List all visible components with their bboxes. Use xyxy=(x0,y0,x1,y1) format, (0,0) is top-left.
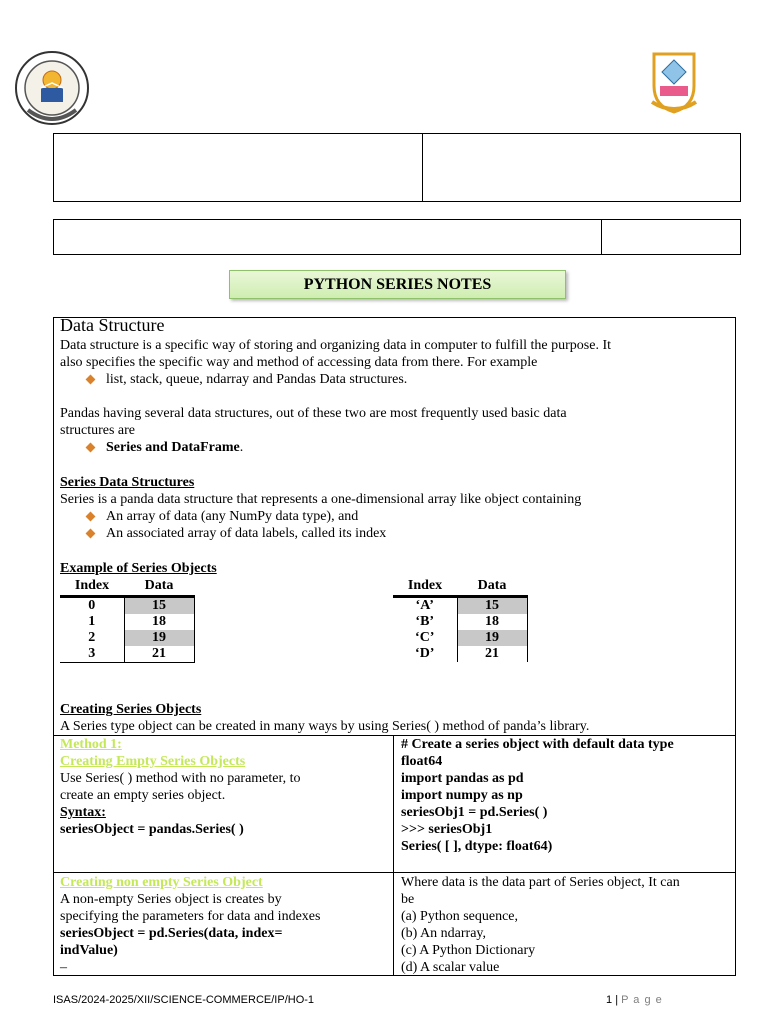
index-cell: 0 xyxy=(88,598,96,613)
index-cell: ‘A’ xyxy=(415,598,434,613)
series-example-table-numeric xyxy=(60,577,195,663)
bullet-text: list, stack, queue, ndarray and Pandas Data structures. xyxy=(106,372,408,387)
bullet-text-period: . xyxy=(239,440,244,455)
paragraph: Where data is the data part of Series object, It can xyxy=(401,875,680,890)
page-number: 1 xyxy=(606,994,613,1006)
board-emblem-logo xyxy=(14,50,90,126)
footer-page-number xyxy=(606,994,663,1006)
code-line: >>> seriesObj1 xyxy=(401,822,493,837)
col-header-data: Data xyxy=(477,578,507,593)
index-cell: ‘C’ xyxy=(415,630,435,645)
syntax-label: Syntax: xyxy=(60,805,106,820)
index-cell: 1 xyxy=(88,614,96,629)
col-header-data: Data xyxy=(144,578,174,593)
paragraph: A Series type object can be created in many ways by using Series( ) method of panda’s library. xyxy=(60,719,590,734)
index-cell: 2 xyxy=(88,630,96,645)
data-cell: 21 xyxy=(457,646,527,662)
list-item: (d) A scalar value xyxy=(401,960,500,975)
school-crest-logo xyxy=(648,50,700,114)
code-line: # Create a series object with default data type xyxy=(401,737,674,752)
paragraph: A non-empty Series object is creates by xyxy=(60,892,282,907)
page-title: PYTHON SERIES NOTES xyxy=(229,270,566,299)
index-cell: ‘D’ xyxy=(415,646,435,661)
section-heading-data-structure: Data Structure xyxy=(60,315,165,335)
name-field xyxy=(53,219,602,255)
bullet-text: An array of data (any NumPy data type), and xyxy=(106,509,359,524)
footer-doc-code: ISAS/2024-2025/XII/SCIENCE-COMMERCE/IP/HO-1 xyxy=(53,994,315,1006)
paragraph: Pandas having several data structures, out of these two are most frequently used basic data xyxy=(60,406,567,421)
data-cell: 19 xyxy=(124,630,194,646)
data-cell: 18 xyxy=(457,614,527,630)
code-line: import pandas as pd xyxy=(401,771,524,786)
page-label: P a g e xyxy=(621,994,663,1006)
paragraph: create an empty series object. xyxy=(60,788,226,803)
section-heading-series: Series Data Structures xyxy=(60,475,195,490)
data-cell: 18 xyxy=(124,614,194,630)
bullet-text: An associated array of data labels, called its index xyxy=(106,526,387,541)
list-item: (a) Python sequence, xyxy=(401,909,519,924)
bullet-text-bold: Series and DataFrame xyxy=(106,440,240,455)
method1-title: Creating Empty Series Objects xyxy=(60,754,246,769)
paragraph: Use Series( ) method with no parameter, to xyxy=(60,771,301,786)
method2-title: Creating non empty Series Object xyxy=(60,875,263,890)
syntax-code: indValue) xyxy=(60,943,118,958)
paragraph: specifying the parameters for data and indexes xyxy=(60,909,321,924)
code-line: float64 xyxy=(401,754,443,769)
grid-line xyxy=(53,872,736,873)
bullet-text xyxy=(106,439,243,456)
section-heading-examples: Example of Series Objects xyxy=(60,561,217,576)
series-example-table-labeled xyxy=(393,577,528,662)
syntax-code: seriesObject = pandas.Series( ) xyxy=(60,822,244,837)
dash: – xyxy=(60,960,67,975)
data-cell: 19 xyxy=(457,630,527,646)
paragraph: Data structure is a specific way of storing and organizing data in computer to fulfill the purpose. It xyxy=(60,338,612,353)
code-line: import numpy as np xyxy=(401,788,523,803)
code-line: Series( [ ], dtype: float64) xyxy=(401,839,553,854)
paragraph: also specifies the specific way and method of accessing data from there. For example xyxy=(60,355,538,370)
header-field-left xyxy=(53,133,423,202)
roll-field xyxy=(601,219,741,255)
syntax-code: seriesObject = pd.Series(data, index= xyxy=(60,926,283,941)
header-field-right xyxy=(422,133,741,202)
paragraph: be xyxy=(401,892,415,907)
page-separator: | xyxy=(615,994,619,1006)
data-cell: 15 xyxy=(124,597,194,615)
list-item: (c) A Python Dictionary xyxy=(401,943,536,958)
code-line: seriesObj1 = pd.Series( ) xyxy=(401,805,548,820)
data-cell: 15 xyxy=(457,597,527,615)
data-cell: 21 xyxy=(124,646,194,663)
col-header-index: Index xyxy=(407,578,443,593)
list-item: (b) An ndarray, xyxy=(401,926,487,941)
index-cell: 3 xyxy=(88,646,96,661)
paragraph: Series is a panda data structure that represents a one-dimensional array like object containing xyxy=(60,492,582,507)
section-heading-creating: Creating Series Objects xyxy=(60,702,202,717)
paragraph: structures are xyxy=(60,423,136,438)
method1-label: Method 1: xyxy=(60,737,122,752)
grid-line xyxy=(393,736,394,976)
index-cell: ‘B’ xyxy=(415,614,435,629)
col-header-index: Index xyxy=(74,578,110,593)
